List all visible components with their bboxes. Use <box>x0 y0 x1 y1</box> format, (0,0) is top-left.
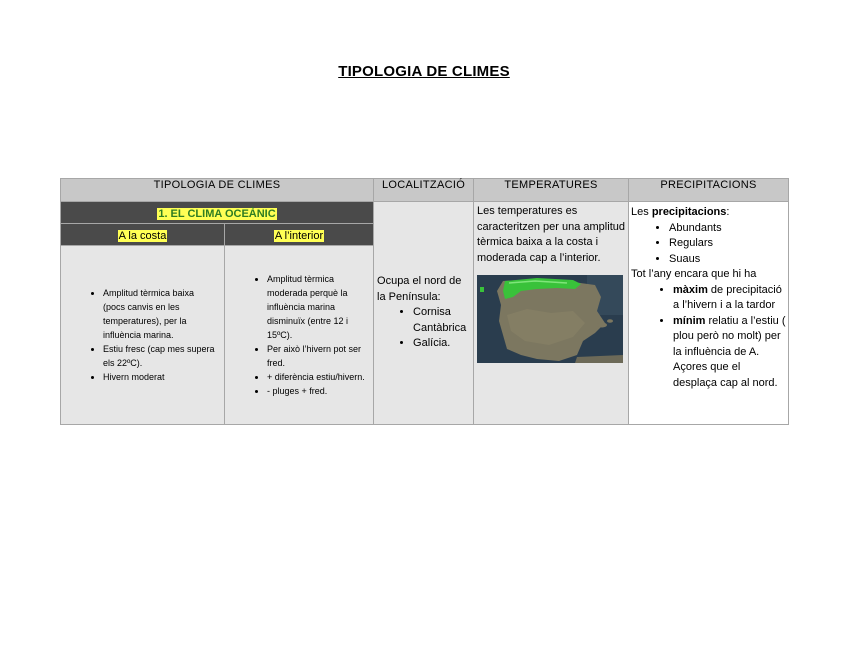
iberia-map-image <box>477 275 623 363</box>
precip-max-text: de precipitació a l’hivern i a la tardor <box>673 283 782 311</box>
header-row <box>61 179 789 202</box>
location-item: • Galícia. <box>413 336 471 352</box>
temperatures-text: Les temperatures es caracteritzen per una amplitud tèrmica baixa a la costa i moderada cap a l’interior. <box>477 205 625 264</box>
precip-min-text: relatiu a l’estiu ( plou però no molt) per la influència de A. Açores que el desplaça cap al nord. <box>673 314 786 389</box>
location-intro: Ocupa el nord de la Península: <box>377 275 462 303</box>
interior-cell <box>225 246 374 425</box>
climate-table <box>60 178 789 425</box>
precip-item: • Regulars <box>669 236 786 252</box>
climate-name-cell <box>61 202 374 224</box>
interior-item: • Per això l’hivern pot ser fred. <box>267 342 373 370</box>
precip-intro-end: : <box>726 206 730 218</box>
interior-item: • Amplitud tèrmica moderada perquè la influència marina disminuïx (entre 12 i 15ºC). <box>267 272 373 342</box>
precip-intro-bold: precipitacions <box>651 206 727 218</box>
location-cell <box>374 202 474 425</box>
subheader-interior-label: A l’interior <box>274 229 324 242</box>
precip-min-bold: mínim <box>673 314 706 327</box>
coast-cell <box>61 246 225 425</box>
document-title: TIPOLOGIA DE CLIMES <box>338 63 510 80</box>
temperatures-cell <box>474 202 629 425</box>
header-localitzacio: LOCALITZACIÓ <box>374 179 474 202</box>
subheader-interior <box>225 224 374 246</box>
coast-item: • Estiu fresc (cap mes supera els 22ºC). <box>103 342 224 370</box>
subheader-coast <box>61 224 225 246</box>
coast-item: • Hivern moderat <box>103 370 224 384</box>
climate-name: 1. EL CLIMA OCEÀNIC <box>158 207 276 220</box>
coast-item: • Amplitud tèrmica baixa (pocs canvis en les temperatures), per la influència marina. <box>103 286 224 342</box>
precip-max-bold: màxim <box>673 283 708 296</box>
precip-item: • Abundants <box>669 221 786 237</box>
interior-item: • - pluges + fred. <box>267 384 373 398</box>
header-precipitacions: PRECIPITACIONS <box>629 179 789 202</box>
location-item: • Cornisa Cantàbrica <box>413 305 471 336</box>
precip-min-item <box>673 314 786 392</box>
precip-intro-text: Les <box>631 206 652 218</box>
precip-middle: Tot l’any encara que hi ha <box>631 268 757 280</box>
precip-item: • Suaus <box>669 252 786 268</box>
precip-max-item <box>673 283 786 314</box>
interior-item: • + diferència estiu/hivern. <box>267 370 373 384</box>
header-tipologia: TIPOLOGIA DE CLIMES <box>61 179 374 202</box>
precipitations-cell <box>629 202 789 425</box>
precipitations-intro <box>631 205 786 221</box>
subheader-coast-label: A la costa <box>118 229 167 242</box>
header-temperatures: TEMPERATURES <box>474 179 629 202</box>
